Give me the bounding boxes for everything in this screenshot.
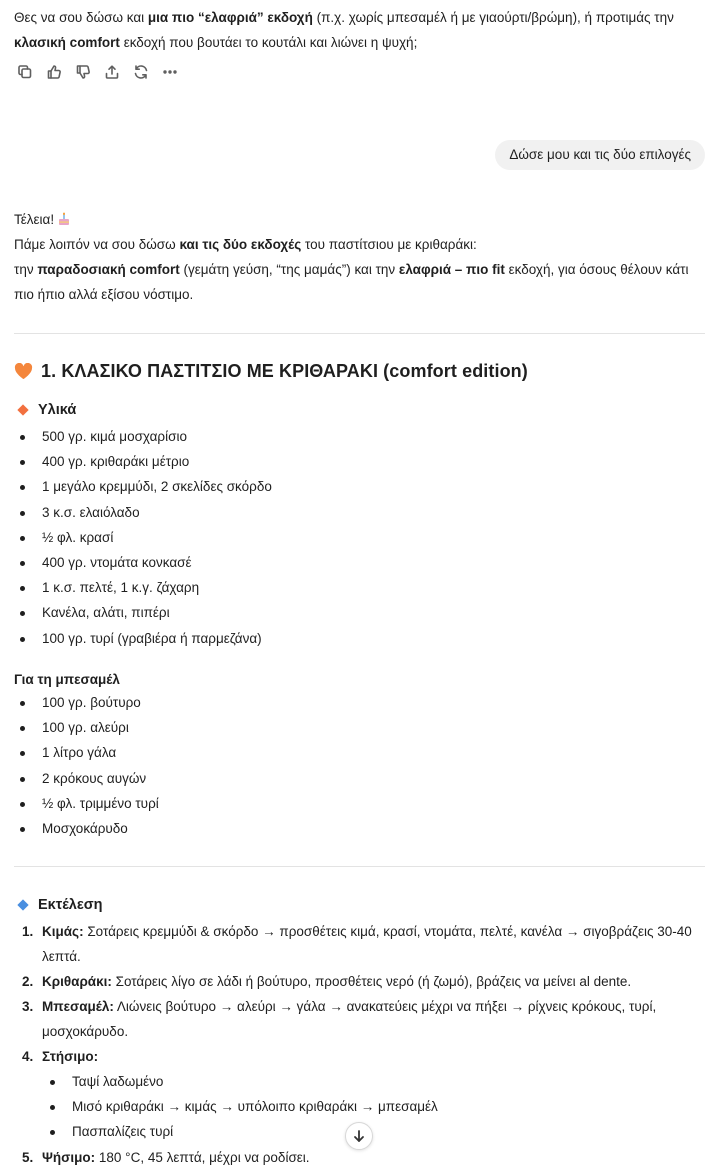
list-item: Κανέλα, αλάτι, πιπέρι: [14, 600, 705, 625]
more-icon: [162, 64, 178, 80]
share-icon: [104, 64, 120, 80]
step-item: 1. Κιμάς: Σοτάρεις κρεμμύδι & σκόρδο → προσθέτεις κιμά, κρασί, ντομάτα, πελτέ, κανέλα → σιγοβράζεις 30-40 λεπτά.: [22, 924, 692, 964]
orange-heart-icon: [14, 363, 33, 380]
list-item: 100 γρ. βούτυρο: [14, 690, 705, 715]
bechamel-block: [14, 670, 705, 841]
more-button[interactable]: [159, 62, 181, 82]
section-title: 1. ΚΛΑΣΙΚΟ ΠΑΣΤΙΤΣΙΟ ΜΕ ΚΡΙΘΑΡΑΚΙ (comfort edition): [14, 361, 528, 382]
copy-button[interactable]: [14, 62, 36, 82]
list-item: Μοσχοκάρυδο: [14, 816, 705, 841]
blue-diamond-icon: [17, 899, 28, 910]
list-item: Πασπαλίζεις τυρί: [14, 1119, 705, 1144]
ingredients-block: [14, 402, 705, 651]
divider: [14, 866, 705, 867]
list-item: Μισό κριθαράκι → κιμάς → υπόλοιπο κριθαράκι → μπεσαμέλ: [14, 1094, 705, 1119]
share-button[interactable]: [101, 62, 123, 82]
thumbs-down-button[interactable]: [72, 62, 94, 82]
assistant-question: Θες να σου δώσω και μια πιο “ελαφριά” εκδοχή (π.χ. χωρίς μπεσαμέλ ή με γιαούρτι/βρώμη), ή προτιμάς την κλασική comfort εκδοχή που βουτάει το κουτάλι και λιώνει η ψυχή;: [14, 10, 674, 50]
step-item: 4. Στήσιμο: Ταψί λαδωμένο Μισό κριθαράκι → κιμάς → υπόλοιπο κριθαράκι → μπεσαμέλ Πασπαλίζεις τυρί: [14, 1044, 705, 1145]
list-item: 2 κρόκους αυγών: [14, 766, 705, 791]
list-item: 1 λίτρο γάλα: [14, 740, 705, 765]
regenerate-button[interactable]: [130, 62, 152, 82]
ingredients-heading: Υλικά: [14, 402, 705, 418]
arrow-down-icon: [352, 1129, 366, 1143]
assistant-intro: Τέλεια! Πάμε λοιπόν να σου δώσω και τις δύο εκδοχές του παστίτσιου με κριθαράκι: την παραδοσιακή comfort (γεμάτη γεύση, “της μαμάς”) και την ελαφριά – πιο fit εκδοχή, για όσους θέλουν κάτι πιο ήπιο αλλά εξίσου νόστιμο.: [14, 212, 689, 302]
list-item: 400 γρ. ντομάτα κονκασέ: [14, 550, 705, 575]
list-item: 1 κ.σ. πελτέ, 1 κ.γ. ζάχαρη: [14, 575, 705, 600]
divider: [14, 333, 705, 334]
list-item: 100 γρ. τυρί (γραβιέρα ή παρμεζάνα): [14, 626, 705, 651]
copy-icon: [17, 64, 33, 80]
scroll-to-bottom-button[interactable]: [345, 1122, 373, 1150]
bechamel-heading: Για τη μπεσαμέλ: [14, 672, 120, 687]
message-actions: [14, 62, 181, 82]
list-item: ½ φλ. κρασί: [14, 525, 705, 550]
method-heading: Εκτέλεση: [14, 897, 705, 913]
list-item: 3 κ.σ. ελαιόλαδο: [14, 500, 705, 525]
list-item: 500 γρ. κιμά μοσχαρίσιο: [14, 424, 705, 449]
step-item: 3. Μπεσαμέλ: Λιώνεις βούτυρο → αλεύρι → γάλα → ανακατεύεις μέχρι να πήξει → ρίχνεις κρόκους, τυρί, μοσχοκάρυδο.: [22, 999, 657, 1039]
regenerate-icon: [133, 64, 149, 80]
step-item: 5. Ψήσιμο: 180 °C, 45 λεπτά, μέχρι να ροδίσει.: [22, 1149, 310, 1165]
user-message-bubble: Δώσε μου και τις δύο επιλογές: [495, 140, 705, 170]
step-item: 2. Κριθαράκι: Σοτάρεις λίγο σε λάδι ή βούτυρο, προσθέτεις νερό (ή ζωμό), βράζεις να μείνει al dente.: [22, 974, 632, 989]
thumbs-up-icon: [46, 64, 62, 80]
list-item: 1 μεγάλο κρεμμύδι, 2 σκελίδες σκόρδο: [14, 474, 705, 499]
ingredients-list: [14, 424, 705, 651]
orange-diamond-icon: [17, 404, 28, 415]
thumbs-down-icon: [75, 64, 91, 80]
bechamel-list: [14, 690, 705, 841]
list-item: 400 γρ. κριθαράκι μέτριο: [14, 449, 705, 474]
cake-emoji-icon: [58, 212, 70, 226]
thumbs-up-button[interactable]: [43, 62, 65, 82]
list-item: Ταψί λαδωμένο: [14, 1069, 705, 1094]
list-item: 100 γρ. αλεύρι: [14, 715, 705, 740]
list-item: ½ φλ. τριμμένο τυρί: [14, 791, 705, 816]
